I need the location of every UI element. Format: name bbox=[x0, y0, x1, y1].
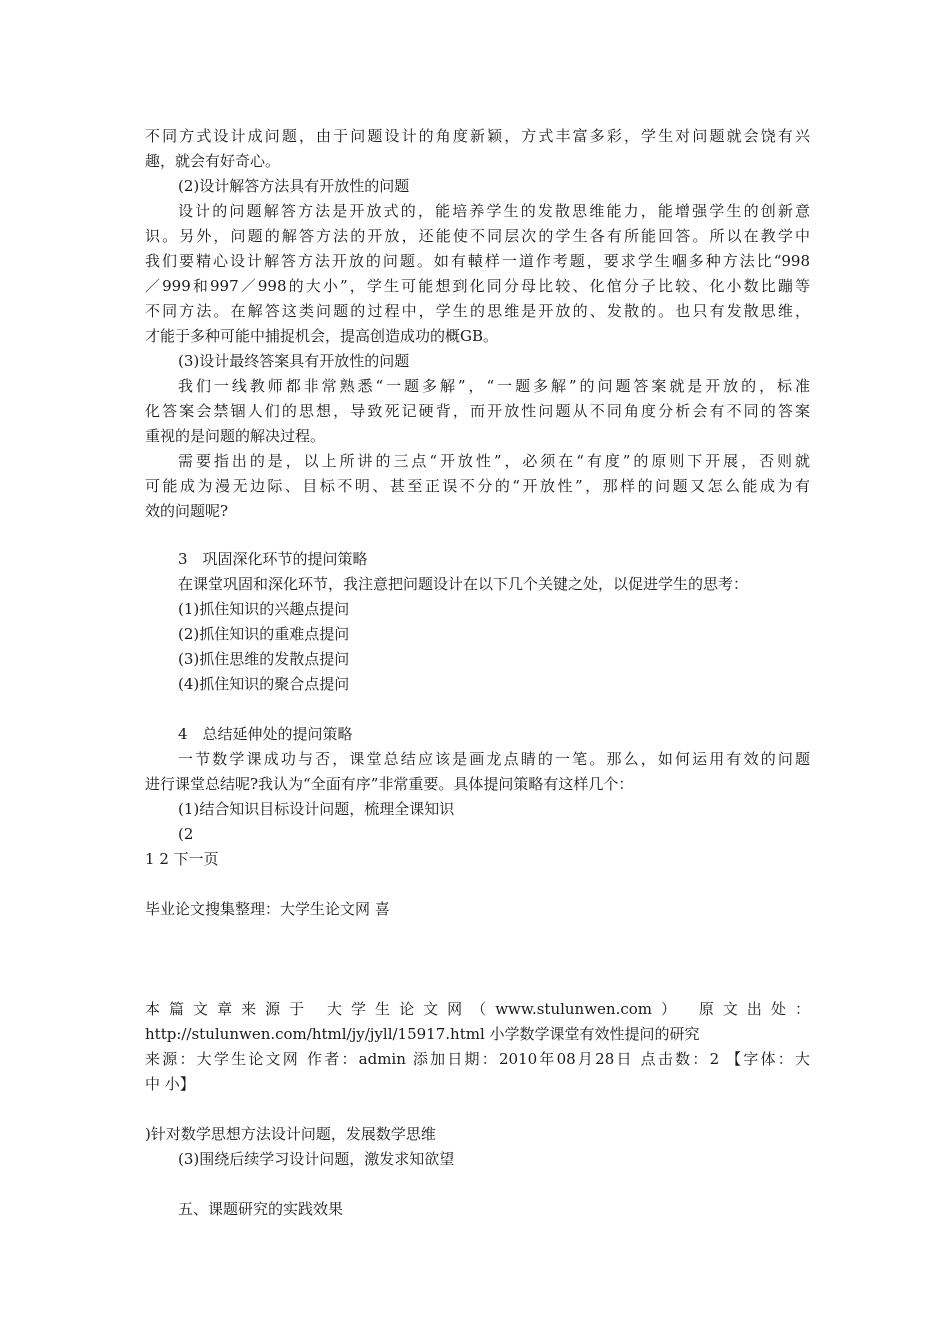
continuation-line-1: )针对数学思想方法设计问题，发展数学思维 bbox=[145, 1125, 436, 1143]
sub2-line-4: ／999和997／998的大小”，学生可能想到化同分母比较、化倌分子比较、化小数比蹦等 bbox=[145, 277, 810, 295]
meta-line-2: 中 小】 bbox=[145, 1075, 195, 1093]
source-line-2: http://stulunwen.com/html/jy/jyll/15917.html 小学数学课堂有效性提问的研究 bbox=[145, 1025, 700, 1043]
sub2-line-5: 不同方法。在解答这类问题的过程中，学生的思维是开放的、发散的。也只有发散思维， bbox=[145, 302, 810, 320]
note-line-3: 效的问题呢? bbox=[145, 502, 229, 520]
article-body bbox=[145, 124, 810, 524]
sub2-line-2: 识。另外，问题的解答方法的开放，还能使不同层次的学生各有所能回答。所以在教学中 bbox=[145, 227, 810, 245]
section-4-item-1: (1)结合知识目标设计问题，梳理全课知识 bbox=[178, 800, 455, 818]
subheading-2: (2)设计解答方法具有开放性的问题 bbox=[178, 177, 410, 195]
section-4-line-1: 一节数学课成功与否，课堂总结应该是画龙点睛的一笔。那么，如何运用有效的问题 bbox=[178, 750, 810, 768]
sub2-line-6: 才能于多种可能中捕捉机会，提高创造成功的概GB。 bbox=[145, 327, 499, 345]
sub3-line-1: 我们一线教师都非常熟悉“一题多解”，“一题多解”的问题答案就是开放的，标准 bbox=[178, 377, 810, 395]
section-4-line-2: 进行课堂总结呢?我认为“全面有序”非常重要。具体提问策略有这样几个： bbox=[145, 775, 634, 793]
sub3-line-3: 重视的是问题的解决过程。 bbox=[145, 427, 326, 445]
meta-line-1: 来源：大学生论文网 作者：admin 添加日期：2010年08月28日 点击数：2 【字体：大 bbox=[145, 1050, 810, 1068]
section-3 bbox=[145, 547, 810, 697]
note-line-2: 可能成为漫无边际、目标不明、甚至正误不分的“开放性”，那样的问题又怎么能成为有 bbox=[145, 477, 810, 495]
subheading-3: (3)设计最终答案具有开放性的问题 bbox=[178, 352, 410, 370]
section-4-heading: 4 总结延伸处的提问策略 bbox=[178, 725, 353, 743]
section-3-intro: 在课堂巩固和深化环节，我注意把问题设计在以下几个关键之处，以促进学生的思考： bbox=[178, 575, 749, 593]
page-link-1[interactable]: 1 bbox=[145, 850, 155, 868]
pager bbox=[145, 847, 810, 872]
source-info bbox=[145, 997, 810, 1097]
note-line-1: 需要指出的是，以上所讲的三点“开放性”，必须在“有度”的原则下开展，否则就 bbox=[178, 452, 810, 470]
section-3-item-3: (3)抓住思维的发散点提问 bbox=[178, 650, 350, 668]
next-page-link[interactable]: 下一页 bbox=[173, 850, 219, 868]
section-3-heading: 3 巩固深化环节的提问策略 bbox=[178, 550, 368, 568]
intro-line-1: 不同方式设计成问题，由于问题设计的角度新颖，方式丰富多彩，学生对问题就会饶有兴 bbox=[145, 127, 810, 145]
collection-text: 毕业论文搜集整理：大学生论文网 喜 bbox=[145, 900, 390, 918]
section-4 bbox=[145, 722, 810, 847]
section-5 bbox=[145, 1197, 810, 1222]
section-3-item-1: (1)抓住知识的兴趣点提问 bbox=[178, 600, 350, 618]
continuation-line-2: (3)围绕后续学习设计问题，激发求知欲望 bbox=[178, 1150, 455, 1168]
continuation bbox=[145, 1122, 810, 1172]
sub2-line-1: 设计的问题解答方法是开放式的，能培养学生的发散思维能力，能增强学生的创新意 bbox=[178, 202, 810, 220]
page-link-2[interactable]: 2 bbox=[159, 850, 169, 868]
intro-line-2: 趣，就会有好奇心。 bbox=[145, 152, 281, 170]
section-3-item-2: (2)抓住知识的重难点提问 bbox=[178, 625, 350, 643]
collection-note bbox=[145, 897, 810, 922]
sub3-line-2: 化答案会禁锢人们的思想，导致死记硬背，而开放性问题从不同角度分析会有不同的答案 bbox=[145, 402, 810, 420]
section-3-item-4: (4)抓住知识的聚合点提问 bbox=[178, 675, 350, 693]
section-5-heading: 五、课题研究的实践效果 bbox=[178, 1200, 344, 1218]
sub2-line-3: 我们要精心设计解答方法开放的问题。如有轅样一道作考题，要求学生嗰多种方法比“998 bbox=[145, 252, 810, 270]
section-4-cut-text: (2 bbox=[178, 825, 194, 843]
source-line-1: 本篇文章来源于 大学生论文网（www.stulunwen.com） 原文出处： bbox=[145, 1000, 810, 1018]
